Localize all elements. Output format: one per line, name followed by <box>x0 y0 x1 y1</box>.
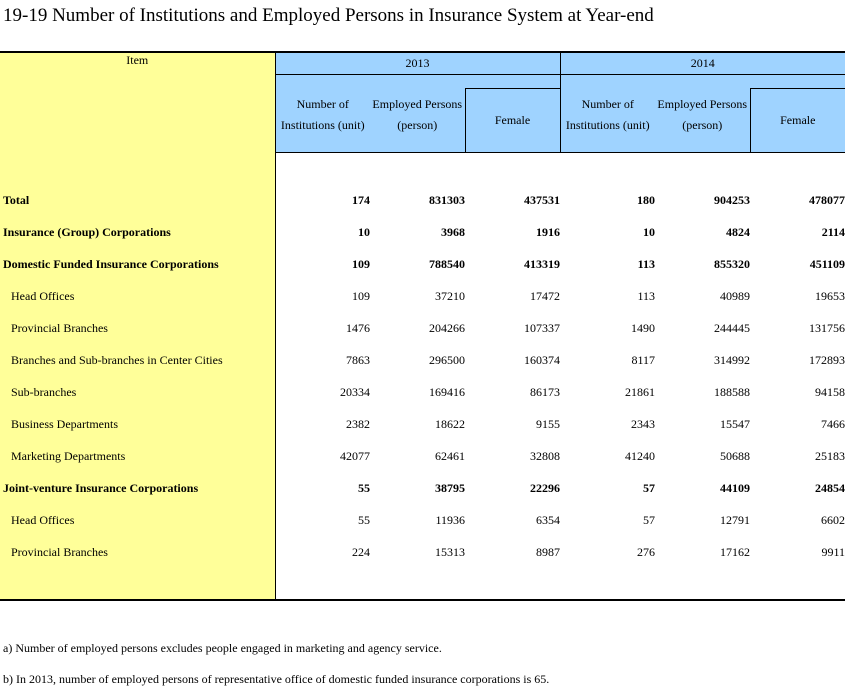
cell-value: 314992 <box>714 353 751 367</box>
cell-value: 2114 <box>821 225 845 239</box>
cell-value: 21861 <box>625 385 656 399</box>
cell-value: 6354 <box>536 513 561 527</box>
col-institutions-label: Number of Institutions (unit) <box>565 97 650 133</box>
cell-value: 244445 <box>714 321 751 335</box>
cell-value: 15313 <box>435 545 465 559</box>
cell-value: 17162 <box>720 545 751 559</box>
cell-value: 2343 <box>631 417 656 431</box>
row-label: Sub-branches <box>0 377 275 409</box>
table-row <box>0 345 845 377</box>
row-label: Joint-venture Insurance Corporations <box>0 473 275 505</box>
col-female-2014: Female <box>750 88 845 152</box>
cell-value: 478077 <box>809 193 845 207</box>
data-table <box>0 51 845 601</box>
row-label: Domestic Funded Insurance Corporations <box>0 249 275 281</box>
cell-value: 107337 <box>524 321 561 335</box>
cell-value: 20334 <box>340 385 370 399</box>
cell-value: 62461 <box>435 449 465 463</box>
cell-value: 37210 <box>435 289 465 303</box>
cell-value: 6602 <box>821 513 845 527</box>
table-row <box>0 377 845 409</box>
cell-value: 86173 <box>530 385 561 399</box>
cell-value: 17472 <box>530 289 561 303</box>
cell-value: 18622 <box>435 417 465 431</box>
cell-value: 24854 <box>815 481 845 495</box>
cell-value: 113 <box>637 257 656 271</box>
table-row <box>0 281 845 313</box>
col-employed-2013 <box>370 74 465 152</box>
col-female-2013: Female <box>465 88 560 152</box>
table-header <box>0 52 845 153</box>
cell-value: 50688 <box>720 449 751 463</box>
col-employed-label: Employed Persons (person) <box>657 97 748 133</box>
page-title: 19-19 Number of Institutions and Employed Persons in Insurance System at Year-end <box>3 5 654 26</box>
cell-value: 44109 <box>720 481 751 495</box>
cell-value: 12791 <box>720 513 751 527</box>
cell-value: 7466 <box>821 417 845 431</box>
table-row <box>0 313 845 345</box>
header-spacer <box>750 74 845 88</box>
cell-value: 55 <box>358 513 370 527</box>
row-label: Business Departments <box>0 409 275 441</box>
row-label: Provincial Branches <box>0 313 275 345</box>
row-label: Head Offices <box>0 281 275 313</box>
cell-value: 831303 <box>429 193 465 207</box>
table-body <box>0 153 845 185</box>
table-row <box>0 537 845 569</box>
cell-value: 25183 <box>815 449 845 463</box>
row-label: Total <box>0 185 275 217</box>
cell-value: 15547 <box>720 417 751 431</box>
cell-value: 1916 <box>536 225 561 239</box>
cell-value: 57 <box>643 481 656 495</box>
cell-value: 174 <box>352 193 370 207</box>
table-row <box>0 441 845 473</box>
item-header: Item <box>0 52 275 153</box>
cell-value: 413319 <box>524 257 561 271</box>
col-institutions-label: Number of Institutions (unit) <box>280 97 365 133</box>
cell-value: 55 <box>358 481 370 495</box>
cell-value: 57 <box>643 513 656 527</box>
cell-value: 10 <box>358 225 370 239</box>
cell-value: 296500 <box>429 353 465 367</box>
footnote-a: a) Number of employed persons excludes people engaged in marketing and agency service. <box>3 641 442 655</box>
cell-value: 109 <box>352 257 370 271</box>
cell-value: 904253 <box>714 193 751 207</box>
cell-value: 1490 <box>631 321 656 335</box>
cell-value: 109 <box>352 289 370 303</box>
row-label: Marketing Departments <box>0 441 275 473</box>
cell-value: 3968 <box>441 225 465 239</box>
cell-value: 2382 <box>346 417 370 431</box>
cell-value: 9155 <box>536 417 561 431</box>
cell-value: 160374 <box>524 353 561 367</box>
col-institutions-2014 <box>560 74 655 152</box>
cell-value: 38795 <box>435 481 465 495</box>
cell-value: 437531 <box>524 193 561 207</box>
cell-value: 4824 <box>726 225 751 239</box>
row-label: Branches and Sub-branches in Center Cities <box>0 345 275 377</box>
cell-value: 9911 <box>821 545 845 559</box>
cell-value: 32808 <box>530 449 561 463</box>
table-row <box>0 249 845 281</box>
cell-value: 8117 <box>631 353 656 367</box>
col-institutions-2013 <box>275 74 370 152</box>
cell-value: 19653 <box>815 289 845 303</box>
header-spacer <box>465 74 560 88</box>
year-header-2014: 2014 <box>560 52 845 74</box>
cell-value: 10 <box>643 225 656 239</box>
cell-value: 224 <box>352 545 370 559</box>
cell-value: 42077 <box>340 449 370 463</box>
cell-value: 451109 <box>809 257 845 271</box>
cell-value: 8987 <box>536 545 561 559</box>
row-label: Insurance (Group) Corporations <box>0 217 275 249</box>
cell-value: 94158 <box>815 385 845 399</box>
year-header-2013: 2013 <box>275 52 560 74</box>
cell-value: 22296 <box>530 481 561 495</box>
cell-value: 113 <box>637 289 656 303</box>
table-row <box>0 185 845 217</box>
col-employed-label: Employed Persons (person) <box>372 97 463 133</box>
table-rows <box>0 185 845 569</box>
cell-value: 7863 <box>346 353 370 367</box>
cell-value: 788540 <box>429 257 465 271</box>
table-row <box>0 473 845 505</box>
cell-value: 180 <box>637 193 656 207</box>
table-row <box>0 409 845 441</box>
cell-value: 41240 <box>625 449 656 463</box>
cell-value: 11936 <box>435 513 465 527</box>
col-employed-2014 <box>655 74 750 152</box>
row-label: Head Offices <box>0 505 275 537</box>
table-row <box>0 505 845 537</box>
row-label: Provincial Branches <box>0 537 275 569</box>
cell-value: 204266 <box>429 321 465 335</box>
cell-value: 40989 <box>720 289 751 303</box>
cell-value: 169416 <box>429 385 465 399</box>
cell-value: 131756 <box>809 321 845 335</box>
cell-value: 276 <box>637 545 656 559</box>
table-row <box>0 217 845 249</box>
cell-value: 172893 <box>809 353 845 367</box>
cell-value: 1476 <box>346 321 370 335</box>
cell-value: 855320 <box>714 257 751 271</box>
cell-value: 188588 <box>714 385 751 399</box>
footnote-b: b) In 2013, number of employed persons of representative office of domestic funded insurance corporations is 65. <box>3 672 550 686</box>
